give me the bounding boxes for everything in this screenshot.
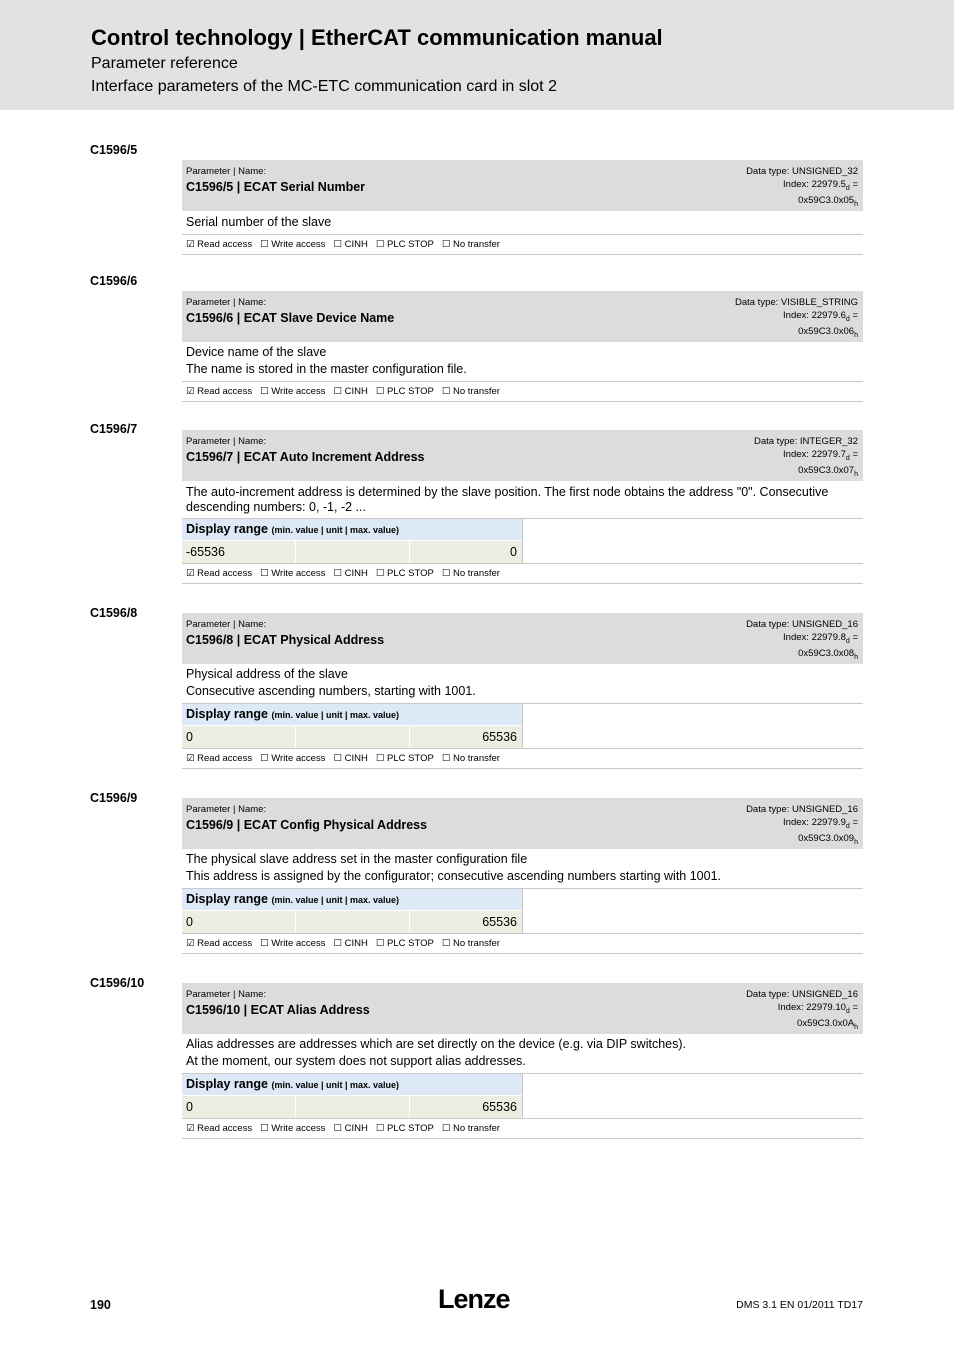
display-range-table	[182, 704, 523, 748]
parameter-name: C1596/9 | ECAT Config Physical Address	[186, 818, 428, 832]
parameter-header	[182, 798, 863, 849]
parameter-header	[182, 160, 863, 211]
description-line: This address is assigned by the configurator; consecutive ascending numbers starting with 1001.	[186, 869, 722, 883]
display-range-values	[182, 540, 522, 563]
range-unit	[296, 1096, 410, 1118]
no-transfer-flag: ☐ No transfer	[441, 753, 500, 764]
access-flags	[182, 382, 863, 402]
parameter-info	[754, 436, 858, 481]
access-flags	[182, 235, 863, 255]
manual-title: Control technology | EtherCAT communication manual	[91, 25, 663, 50]
index-hex: $0x59C3.0x06_h$	[798, 325, 858, 339]
display-range-values	[182, 1095, 522, 1118]
write-access-flag: ☐ Write access	[260, 239, 326, 250]
index-decimal: Index: $22979.9_d$ =	[783, 816, 858, 830]
display-range-table	[182, 889, 523, 933]
parameter-name-label: Parameter | Name:	[186, 804, 267, 815]
display-range-header: Display range (min. value | unit | max. value)	[182, 519, 522, 540]
display-range	[182, 1074, 863, 1119]
plc-stop-flag: ☐ PLC STOP	[375, 1123, 434, 1134]
cinh-flag: ☐ CINH	[333, 753, 368, 764]
parameter-header	[182, 291, 863, 342]
read-access-flag: ☑ Read access	[186, 1123, 253, 1134]
write-access-flag: ☐ Write access	[260, 386, 326, 397]
range-min: -65536	[182, 541, 296, 563]
parameter-name-label: Parameter | Name:	[186, 436, 267, 447]
display-range-header: Display range (min. value | unit | max. value)	[182, 889, 522, 910]
parameter-code: C1596/9	[90, 791, 138, 805]
write-access-flag: ☐ Write access	[260, 1123, 326, 1134]
no-transfer-flag: ☐ No transfer	[441, 1123, 500, 1134]
index-hex: $0x59C3.0x05_h$	[798, 194, 858, 208]
access-flags	[182, 1119, 863, 1139]
parameter-table	[182, 798, 863, 954]
display-range-header: Display range (min. value | unit | max. value)	[182, 704, 522, 725]
parameter-name: C1596/8 | ECAT Physical Address	[186, 633, 385, 647]
data-type: Data type: UNSIGNED_16	[746, 619, 858, 630]
parameter-name-label: Parameter | Name:	[186, 297, 267, 308]
plc-stop-flag: ☐ PLC STOP	[375, 386, 434, 397]
no-transfer-flag: ☐ No transfer	[441, 239, 500, 250]
parameter-description	[182, 481, 863, 519]
parameter-info	[746, 166, 858, 211]
parameter-name-label: Parameter | Name:	[186, 619, 267, 630]
cinh-flag: ☐ CINH	[333, 1123, 368, 1134]
description-line: At the moment, our system does not support alias addresses.	[186, 1054, 526, 1068]
plc-stop-flag: ☐ PLC STOP	[375, 568, 434, 579]
no-transfer-flag: ☐ No transfer	[441, 938, 500, 949]
description-line: The auto-increment address is determined by the slave position. The first node obtains the address "0". Consecutive descending numbers: 0, -1, -2 ...	[186, 485, 829, 514]
index-decimal: Index: $22979.6_d$ =	[783, 309, 858, 323]
parameter-name: C1596/7 | ECAT Auto Increment Address	[186, 450, 425, 464]
write-access-flag: ☐ Write access	[260, 568, 326, 579]
read-access-flag: ☑ Read access	[186, 239, 253, 250]
plc-stop-flag: ☐ PLC STOP	[375, 753, 434, 764]
parameter-code: C1596/8	[90, 606, 138, 620]
access-flags	[182, 564, 863, 584]
display-range-table	[182, 519, 523, 563]
range-unit	[296, 911, 410, 933]
parameter-header	[182, 430, 863, 481]
description-line: Device name of the slave	[186, 345, 327, 359]
read-access-flag: ☑ Read access	[186, 386, 253, 397]
data-type: Data type: UNSIGNED_32	[746, 166, 858, 177]
description-line: Consecutive ascending numbers, starting with 1001.	[186, 684, 476, 698]
cinh-flag: ☐ CINH	[333, 938, 368, 949]
parameter-table	[182, 983, 863, 1139]
parameter-header	[182, 983, 863, 1034]
data-type: Data type: UNSIGNED_16	[746, 989, 858, 1000]
parameter-name-label: Parameter | Name:	[186, 166, 267, 177]
cinh-flag: ☐ CINH	[333, 568, 368, 579]
display-range-values	[182, 725, 522, 748]
parameter-name: C1596/10 | ECAT Alias Address	[186, 1003, 370, 1017]
description-line: Alias addresses are addresses which are set directly on the device (e.g. via DIP switches).	[186, 1037, 686, 1051]
parameter-table	[182, 430, 863, 584]
description-line: Physical address of the slave	[186, 667, 348, 681]
range-unit	[296, 541, 410, 563]
cinh-flag: ☐ CINH	[333, 386, 368, 397]
parameter-table	[182, 160, 863, 255]
index-hex: $0x59C3.0x07_h$	[798, 464, 858, 478]
range-max: 0	[510, 545, 517, 559]
parameter-code: C1596/6	[90, 274, 138, 288]
display-range-header: Display range (min. value | unit | max. value)	[182, 1074, 522, 1095]
read-access-flag: ☑ Read access	[186, 938, 253, 949]
document-id: DMS 3.1 EN 01/2011 TD17	[736, 1299, 863, 1311]
data-type: Data type: VISIBLE_STRING	[734, 297, 858, 308]
description-line: The name is stored in the master configuration file.	[186, 362, 467, 376]
read-access-flag: ☑ Read access	[186, 753, 253, 764]
read-access-flag: ☑ Read access	[186, 568, 253, 579]
display-range-values	[182, 910, 522, 933]
range-max: 65536	[482, 1100, 517, 1114]
page-number: 190	[90, 1298, 111, 1312]
index-decimal: Index: $22979.7_d$ =	[783, 448, 858, 462]
index-hex: $0x59C3.0x08_h$	[798, 647, 858, 661]
display-range	[182, 519, 863, 564]
parameter-description	[182, 211, 863, 235]
parameter-table	[182, 291, 863, 402]
parameter-code: C1596/7	[90, 422, 138, 436]
range-max: 65536	[482, 730, 517, 744]
page-header	[0, 0, 954, 110]
range-min: 0	[182, 911, 296, 933]
index-hex: $0x59C3.0x09_h$	[798, 832, 858, 846]
parameter-code: C1596/5	[90, 143, 138, 157]
index-hex: $0x59C3.0x0A_h$	[797, 1017, 858, 1031]
display-range	[182, 889, 863, 934]
index-decimal: Index: $22979.5_d$ =	[783, 178, 858, 192]
description-line: The physical slave address set in the master configuration file	[186, 852, 528, 866]
parameter-info	[746, 804, 858, 849]
no-transfer-flag: ☐ No transfer	[441, 386, 500, 397]
plc-stop-flag: ☐ PLC STOP	[375, 239, 434, 250]
write-access-flag: ☐ Write access	[260, 753, 326, 764]
parameter-description	[182, 849, 863, 889]
parameter-name: C1596/5 | ECAT Serial Number	[186, 180, 366, 194]
access-flags	[182, 934, 863, 954]
cinh-flag: ☐ CINH	[333, 239, 368, 250]
index-decimal: Index: $22979.8_d$ =	[783, 631, 858, 645]
range-min: 0	[182, 1096, 296, 1118]
plc-stop-flag: ☐ PLC STOP	[375, 938, 434, 949]
parameter-description	[182, 1034, 863, 1074]
parameter-info	[735, 297, 858, 342]
parameter-description	[182, 664, 863, 704]
chapter-title: Parameter reference	[91, 55, 238, 72]
data-type: Data type: UNSIGNED_16	[746, 804, 858, 815]
section-title: Interface parameters of the MC-ETC communication card in slot 2	[91, 78, 557, 95]
description-line: Serial number of the slave	[186, 215, 332, 229]
data-type: Data type: INTEGER_32	[753, 436, 858, 447]
display-range-table	[182, 1074, 523, 1118]
index-decimal: Index: $22979.10_d$ =	[777, 1001, 858, 1015]
parameter-name: C1596/6 | ECAT Slave Device Name	[186, 311, 395, 325]
parameter-code: C1596/10	[90, 976, 145, 990]
lenze-logo: Lenze	[438, 1284, 510, 1314]
range-min: 0	[182, 726, 296, 748]
range-max: 65536	[482, 915, 517, 929]
write-access-flag: ☐ Write access	[260, 938, 326, 949]
parameter-table	[182, 613, 863, 769]
range-unit	[296, 726, 410, 748]
no-transfer-flag: ☐ No transfer	[441, 568, 500, 579]
access-flags	[182, 749, 863, 769]
parameter-info	[746, 619, 858, 664]
parameter-info	[746, 989, 858, 1034]
parameter-description	[182, 342, 863, 382]
parameter-header	[182, 613, 863, 664]
display-range	[182, 704, 863, 749]
parameter-name-label: Parameter | Name:	[186, 989, 267, 1000]
